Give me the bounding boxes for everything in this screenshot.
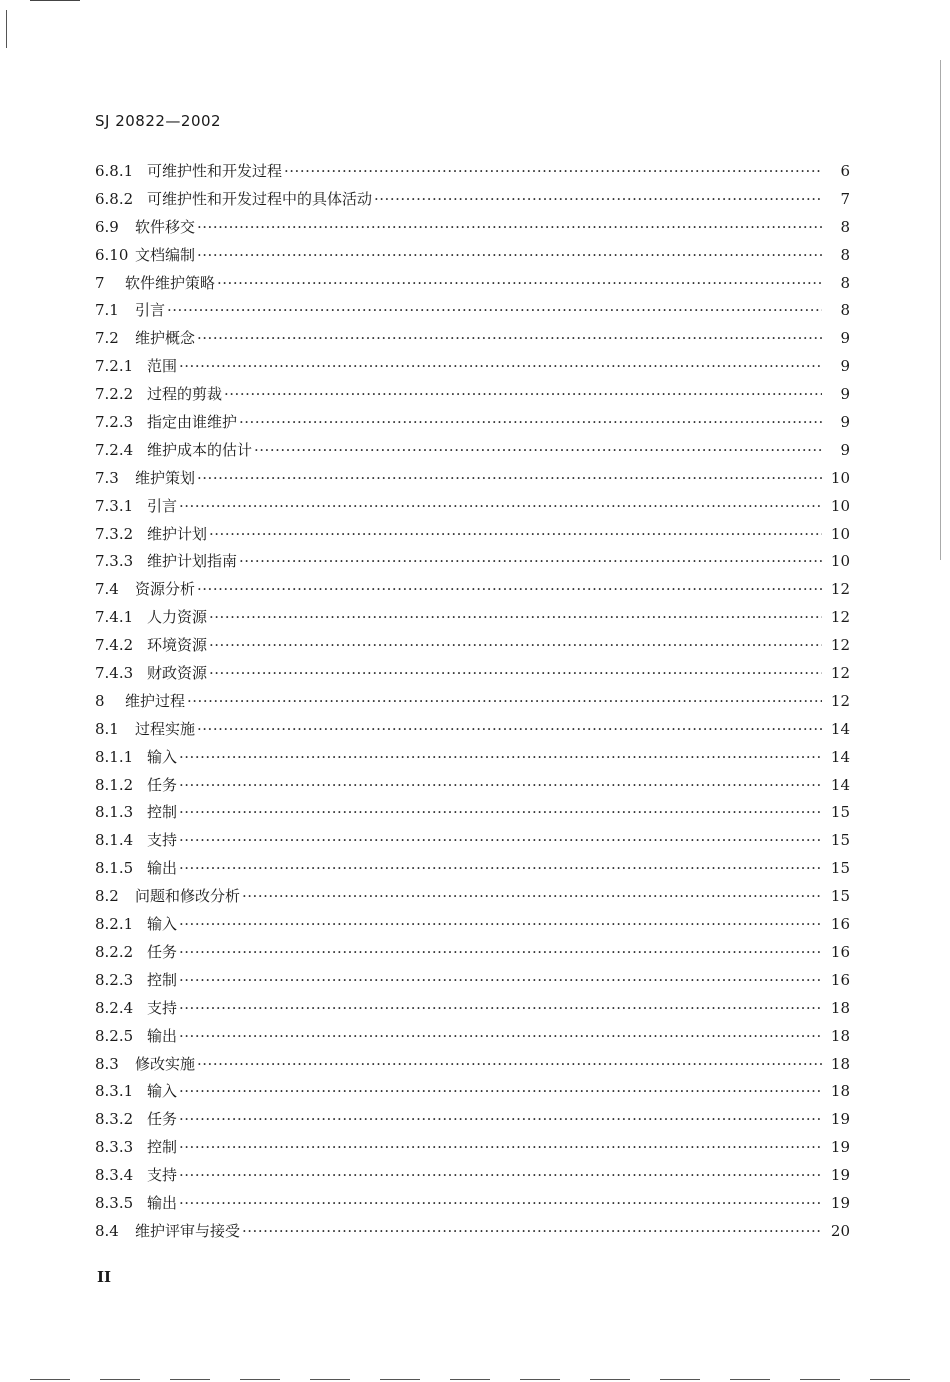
toc-entry-title: 控制 xyxy=(147,1138,178,1157)
toc-dot-leader xyxy=(242,1218,822,1246)
toc-entry-page: 9 xyxy=(840,413,850,432)
toc-entry-number: 7.1 xyxy=(95,301,119,320)
toc-entry[interactable] xyxy=(95,409,850,437)
toc-entry-number: 7.3.2 xyxy=(95,524,134,543)
toc-entry[interactable] xyxy=(95,744,850,772)
toc-dot-leader xyxy=(209,632,822,660)
toc-entry-number: 6.8.2 xyxy=(95,189,134,208)
toc-dot-leader xyxy=(209,604,822,632)
toc-entry-title: 输入 xyxy=(147,1082,178,1101)
toc-entry[interactable] xyxy=(95,465,850,493)
toc-entry[interactable] xyxy=(95,381,850,409)
toc-entry[interactable] xyxy=(95,548,850,576)
toc-entry[interactable] xyxy=(95,1218,850,1246)
scan-artifact-right-edge xyxy=(940,60,941,560)
toc-dot-leader xyxy=(187,688,822,716)
toc-entry-title: 维护计划 xyxy=(147,524,208,543)
toc-entry[interactable] xyxy=(95,1106,850,1134)
toc-dot-leader xyxy=(179,1078,822,1106)
toc-entry[interactable] xyxy=(95,716,850,744)
toc-entry[interactable] xyxy=(95,967,850,995)
toc-entry[interactable] xyxy=(95,1078,850,1106)
toc-dot-leader xyxy=(179,744,822,772)
toc-entry-number: 8 xyxy=(95,691,105,710)
toc-entry-title: 资源分析 xyxy=(135,580,196,599)
toc-dot-leader xyxy=(197,716,822,744)
toc-entry-number: 8.1.1 xyxy=(95,747,134,766)
toc-entry-title: 指定由谁维护 xyxy=(147,413,238,432)
toc-dot-leader xyxy=(197,1051,822,1079)
toc-entry-title: 输入 xyxy=(147,747,178,766)
toc-entry-title: 支持 xyxy=(147,831,178,850)
toc-entry-number: 8.2.3 xyxy=(95,970,134,989)
toc-dot-leader xyxy=(179,353,822,381)
toc-entry-page: 10 xyxy=(830,524,850,543)
toc-entry-page: 8 xyxy=(840,273,850,292)
toc-entry-number: 8.4 xyxy=(95,1221,119,1240)
toc-entry-title: 引言 xyxy=(147,496,178,515)
toc-entry[interactable] xyxy=(95,995,850,1023)
toc-entry[interactable] xyxy=(95,1134,850,1162)
toc-entry[interactable] xyxy=(95,270,850,298)
toc-entry[interactable] xyxy=(95,604,850,632)
toc-entry-title: 过程实施 xyxy=(135,719,196,738)
toc-entry-title: 可维护性和开发过程 xyxy=(147,162,283,180)
toc-entry[interactable] xyxy=(95,911,850,939)
toc-entry-page: 7 xyxy=(840,189,850,208)
toc-entry-page: 12 xyxy=(830,691,850,710)
toc-entry-page: 19 xyxy=(830,1166,850,1185)
toc-entry[interactable] xyxy=(95,688,850,716)
toc-entry[interactable] xyxy=(95,632,850,660)
toc-entry[interactable] xyxy=(95,158,850,186)
toc-entry-page: 14 xyxy=(830,747,850,766)
toc-entry-number: 8.3 xyxy=(95,1054,119,1073)
toc-dot-leader xyxy=(179,1190,822,1218)
toc-entry-page: 19 xyxy=(830,1138,850,1157)
toc-entry-number: 8.2.1 xyxy=(95,915,134,934)
toc-entry-page: 10 xyxy=(830,496,850,515)
toc-entry[interactable] xyxy=(95,576,850,604)
toc-entry-title: 维护过程 xyxy=(125,691,186,710)
toc-entry-page: 18 xyxy=(830,1082,850,1101)
toc-entry-page: 16 xyxy=(830,942,850,961)
toc-dot-leader xyxy=(197,465,822,493)
toc-entry-title: 控制 xyxy=(147,970,178,989)
toc-entry-number: 7.4.2 xyxy=(95,636,134,655)
toc-dot-leader xyxy=(242,883,822,911)
toc-entry-page: 8 xyxy=(840,245,850,264)
toc-dot-leader xyxy=(179,1134,822,1162)
toc-entry-page: 15 xyxy=(830,803,850,822)
scan-artifact-top-rule xyxy=(30,0,80,1)
toc-entry-number: 6.8.1 xyxy=(95,162,134,180)
toc-entry-number: 8.3.4 xyxy=(95,1166,134,1185)
toc-entry-page: 16 xyxy=(830,970,850,989)
toc-dot-leader xyxy=(179,772,822,800)
toc-entry[interactable] xyxy=(95,939,850,967)
page-number: II xyxy=(97,1268,112,1286)
toc-dot-leader xyxy=(179,995,822,1023)
toc-entry-page: 10 xyxy=(830,552,850,571)
toc-entry-number: 7.3.3 xyxy=(95,552,134,571)
toc-entry-title: 维护概念 xyxy=(135,329,196,348)
toc-entry[interactable] xyxy=(95,1162,850,1190)
toc-entry-title: 支持 xyxy=(147,998,178,1017)
toc-dot-leader xyxy=(197,214,822,242)
toc-entry-title: 问题和修改分析 xyxy=(135,887,241,906)
toc-entry-page: 12 xyxy=(830,608,850,627)
toc-entry-number: 7.2.4 xyxy=(95,440,134,459)
toc-entry[interactable] xyxy=(95,1051,850,1079)
toc-entry-number: 8.1 xyxy=(95,719,119,738)
toc-entry-page: 19 xyxy=(830,1193,850,1212)
toc-entry[interactable] xyxy=(95,1023,850,1051)
toc-entry-page: 18 xyxy=(830,1026,850,1045)
toc-entry-title: 维护计划指南 xyxy=(147,552,238,571)
toc-entry[interactable] xyxy=(95,772,850,800)
toc-entry-number: 7.4.1 xyxy=(95,608,134,627)
toc-dot-leader xyxy=(217,270,822,298)
toc-entry-number: 7 xyxy=(95,273,105,292)
toc-entry[interactable] xyxy=(95,827,850,855)
toc-entry-number: 7.3.1 xyxy=(95,496,134,515)
toc-entry[interactable] xyxy=(95,660,850,688)
toc-entry-number: 7.2.3 xyxy=(95,413,134,432)
toc-dot-leader xyxy=(179,799,822,827)
scan-artifact-bottom-rule xyxy=(30,1379,910,1380)
toc-entry-number: 8.3.3 xyxy=(95,1138,134,1157)
toc-entry-title: 支持 xyxy=(147,1166,178,1185)
toc-entry[interactable] xyxy=(95,1190,850,1218)
toc-entry-number: 8.2 xyxy=(95,887,119,906)
toc-dot-leader xyxy=(284,158,822,186)
toc-entry-title: 人力资源 xyxy=(147,608,208,627)
toc-entry-title: 财政资源 xyxy=(147,664,208,683)
toc-dot-leader xyxy=(254,437,822,465)
toc-dot-leader xyxy=(197,325,822,353)
toc-entry-title: 环境资源 xyxy=(147,636,208,655)
toc-dot-leader xyxy=(167,297,822,325)
toc-entry[interactable] xyxy=(95,493,850,521)
toc-entry-number: 8.1.3 xyxy=(95,803,134,822)
toc-entry-title: 引言 xyxy=(135,301,166,320)
toc-entry-page: 9 xyxy=(840,329,850,348)
toc-dot-leader xyxy=(197,242,822,270)
toc-entry-page: 9 xyxy=(840,385,850,404)
toc-entry-page: 18 xyxy=(830,998,850,1017)
toc-entry-number: 8.1.2 xyxy=(95,775,134,794)
toc-dot-leader xyxy=(209,660,822,688)
toc-entry-page: 14 xyxy=(830,719,850,738)
toc-entry-page: 12 xyxy=(830,636,850,655)
toc-dot-leader xyxy=(179,493,822,521)
toc-entry[interactable] xyxy=(95,521,850,549)
toc-entry-title: 控制 xyxy=(147,803,178,822)
toc-entry[interactable] xyxy=(95,214,850,242)
toc-entry[interactable] xyxy=(95,186,850,214)
toc-dot-leader xyxy=(224,381,822,409)
toc-entry[interactable] xyxy=(95,242,850,270)
scan-artifact-left-edge xyxy=(6,10,7,48)
toc-entry-number: 8.3.2 xyxy=(95,1110,134,1129)
toc-entry-number: 8.2.4 xyxy=(95,998,134,1017)
toc-entry-page: 20 xyxy=(830,1221,850,1240)
toc-entry-page: 18 xyxy=(830,1054,850,1073)
toc-entry-title: 可维护性和开发过程中的具体活动 xyxy=(147,189,373,208)
table-of-contents xyxy=(95,158,850,1246)
toc-dot-leader xyxy=(179,1162,822,1190)
toc-entry-title: 维护策划 xyxy=(135,468,196,487)
toc-entry-title: 输出 xyxy=(147,1193,178,1212)
toc-entry-number: 7.2.2 xyxy=(95,385,134,404)
toc-entry[interactable] xyxy=(95,883,850,911)
toc-dot-leader xyxy=(374,186,822,214)
toc-entry-page: 15 xyxy=(830,887,850,906)
toc-dot-leader xyxy=(179,1023,822,1051)
toc-entry-number: 6.10 xyxy=(95,245,129,264)
toc-entry-page: 9 xyxy=(840,440,850,459)
toc-entry-page: 12 xyxy=(830,580,850,599)
toc-entry-page: 10 xyxy=(830,468,850,487)
toc-dot-leader xyxy=(239,548,822,576)
toc-entry-title: 任务 xyxy=(147,1110,178,1129)
toc-entry-number: 6.9 xyxy=(95,217,119,236)
toc-dot-leader xyxy=(179,1106,822,1134)
toc-entry-title: 维护评审与接受 xyxy=(135,1221,241,1240)
toc-entry[interactable] xyxy=(95,325,850,353)
toc-entry-title: 任务 xyxy=(147,942,178,961)
toc-entry-number: 8.3.5 xyxy=(95,1193,134,1212)
toc-entry[interactable] xyxy=(95,799,850,827)
toc-entry-title: 修改实施 xyxy=(135,1054,196,1073)
toc-entry-page: 8 xyxy=(840,301,850,320)
toc-entry-number: 7.2.1 xyxy=(95,357,134,376)
toc-entry-page: 14 xyxy=(830,775,850,794)
toc-entry-title: 文档编制 xyxy=(135,245,196,264)
toc-entry-number: 7.4.3 xyxy=(95,664,134,683)
toc-entry-page: 15 xyxy=(830,831,850,850)
toc-dot-leader xyxy=(239,409,822,437)
toc-entry-page: 15 xyxy=(830,859,850,878)
toc-entry-title: 输出 xyxy=(147,1026,178,1045)
toc-entry-page: 8 xyxy=(840,217,850,236)
toc-entry[interactable] xyxy=(95,297,850,325)
toc-entry-number: 8.1.5 xyxy=(95,859,134,878)
toc-entry[interactable] xyxy=(95,353,850,381)
toc-entry-number: 8.2.2 xyxy=(95,942,134,961)
toc-entry[interactable] xyxy=(95,855,850,883)
toc-entry-title: 软件移交 xyxy=(135,217,196,236)
toc-dot-leader xyxy=(209,521,822,549)
toc-entry-number: 8.3.1 xyxy=(95,1082,134,1101)
toc-entry-title: 软件维护策略 xyxy=(125,273,216,292)
toc-entry-number: 7.4 xyxy=(95,580,119,599)
toc-entry[interactable] xyxy=(95,437,850,465)
toc-entry-page: 12 xyxy=(830,664,850,683)
toc-dot-leader xyxy=(197,576,822,604)
toc-dot-leader xyxy=(179,855,822,883)
toc-entry-title: 维护成本的估计 xyxy=(147,440,253,459)
toc-entry-title: 任务 xyxy=(147,775,178,794)
toc-dot-leader xyxy=(179,967,822,995)
toc-entry-number: 8.1.4 xyxy=(95,831,134,850)
toc-dot-leader xyxy=(179,911,822,939)
toc-entry-page: 16 xyxy=(830,915,850,934)
toc-dot-leader xyxy=(179,939,822,967)
toc-entry-page: 6 xyxy=(840,162,850,180)
toc-entry-title: 范围 xyxy=(147,357,178,376)
toc-entry-title: 输入 xyxy=(147,915,178,934)
toc-entry-page: 19 xyxy=(830,1110,850,1129)
toc-dot-leader xyxy=(179,827,822,855)
toc-entry-number: 7.2 xyxy=(95,329,119,348)
toc-entry-title: 输出 xyxy=(147,859,178,878)
toc-entry-number: 8.2.5 xyxy=(95,1026,134,1045)
toc-entry-title: 过程的剪裁 xyxy=(147,385,223,404)
toc-entry-page: 9 xyxy=(840,357,850,376)
page-header-standard-id: SJ 20822—2002 xyxy=(95,112,222,130)
toc-entry-number: 7.3 xyxy=(95,468,119,487)
